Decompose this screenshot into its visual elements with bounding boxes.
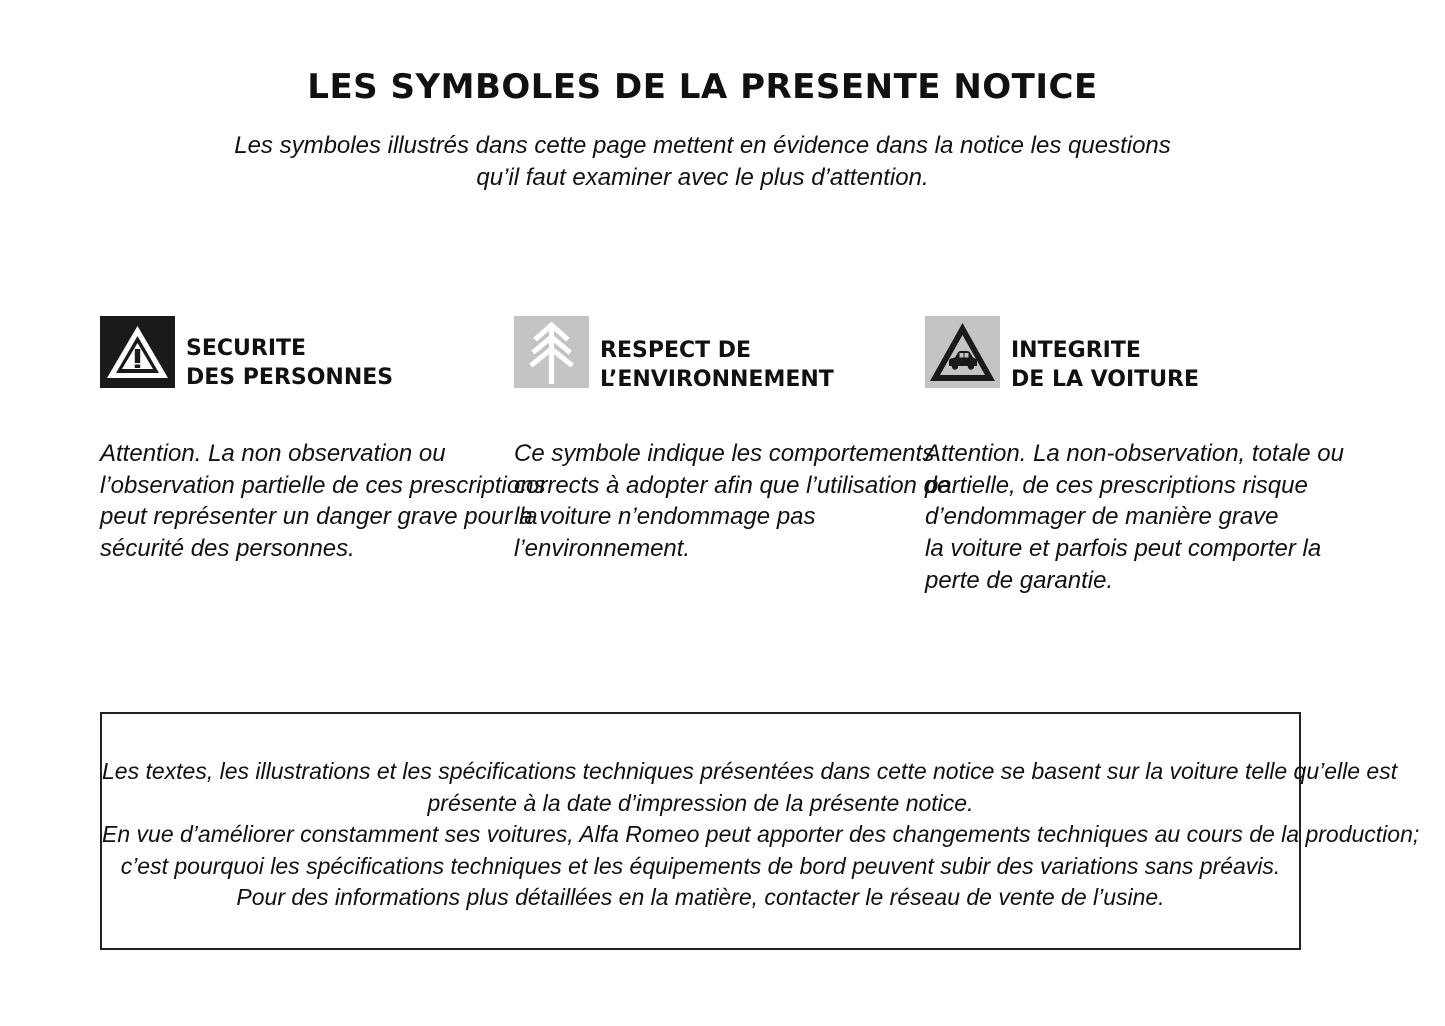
symbol-description xyxy=(514,438,951,565)
description-line: perte de garantie. xyxy=(925,566,1114,594)
tree-icon xyxy=(514,316,589,388)
description-line: Attention. La non observation ou xyxy=(100,440,446,467)
notice-line: Pour des informations plus détaillées en la matière, contacter le réseau de vente de l’usine. xyxy=(236,884,1165,910)
warning-triangle-icon xyxy=(100,316,175,388)
symbol-heading-line: RESPECT DE xyxy=(600,338,752,363)
symbol-heading xyxy=(1011,336,1199,394)
description-line: d’endommager de manière grave xyxy=(925,503,1279,531)
description-line: corrects à adopter afin que l’utilisation de xyxy=(514,471,951,499)
notice-line: Les textes, les illustrations et les spécifications techniques présentées dans cette notice se basent sur la voiture telle qu’elle est xyxy=(102,758,1398,784)
page-title: LES SYMBOLES DE LA PRESENTE NOTICE xyxy=(307,66,1098,107)
description-line: l’environnement. xyxy=(514,535,691,563)
symbol-heading xyxy=(186,334,393,392)
description-line: sécurité des personnes. xyxy=(100,535,355,563)
intro-line: qu’il faut examiner avec le plus d’attention. xyxy=(476,164,929,191)
notice-line: En vue d’améliorer constamment ses voitures, Alfa Romeo peut apporter des changements techniques au cours de la production; xyxy=(102,821,1420,847)
notice-line: présente à la date d’impression de la présente notice. xyxy=(427,789,974,816)
description-line: partielle, de ces prescriptions risque xyxy=(925,471,1308,499)
symbol-heading-line: DE LA VOITURE xyxy=(1011,367,1200,392)
symbol-heading xyxy=(600,336,834,394)
notice-text xyxy=(102,756,1420,914)
intro-line: Les symboles illustrés dans cette page mettent en évidence dans la notice les questions xyxy=(234,132,1171,159)
symbol-heading-line: DES PERSONNES xyxy=(186,365,394,390)
symbol-heading-line: L’ENVIRONNEMENT xyxy=(600,367,834,392)
notice-box xyxy=(100,712,1420,950)
description-line: peut représenter un danger grave pour la xyxy=(100,503,538,531)
symbol-heading-line: SECURITE xyxy=(186,336,307,361)
intro-paragraph xyxy=(0,130,1405,194)
description-line: Ce symbole indique les comportements xyxy=(514,440,935,467)
notice-line: c’est pourquoi les spécifications techniques et les équipements de bord peuvent subir des variations sans préavis. xyxy=(120,852,1281,879)
description-line: la voiture n’endommage pas xyxy=(514,503,816,531)
description-line: la voiture et parfois peut comporter la xyxy=(925,535,1322,563)
symbol-description xyxy=(925,438,1344,597)
symbol-description xyxy=(100,438,546,565)
symbol-heading-line: INTEGRITE xyxy=(1011,338,1141,363)
description-line: l’observation partielle de ces prescriptions xyxy=(100,471,546,499)
description-line: Attention. La non-observation, totale ou xyxy=(925,440,1344,467)
car-warning-icon xyxy=(925,316,1000,388)
